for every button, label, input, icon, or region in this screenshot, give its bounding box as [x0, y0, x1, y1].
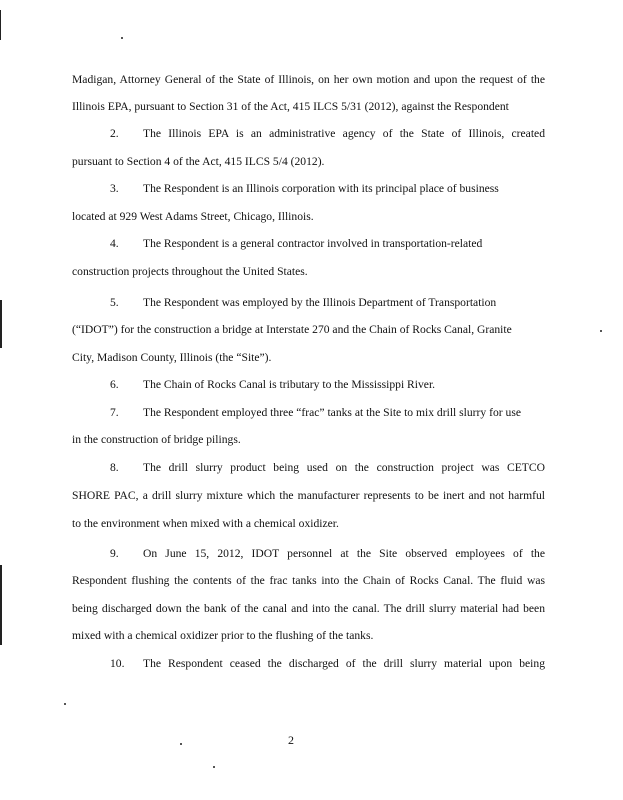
- scan-speck: [180, 743, 182, 745]
- text-line: The Respondent employed three “frac” tanks at the Site to mix drill slurry for use: [143, 406, 521, 419]
- text-line: being discharged down the bank of the canal and into the canal. The drill slurry material had been: [72, 602, 545, 615]
- text-line: The Respondent is a general contractor involved in transportation-related: [143, 237, 483, 250]
- text-line: On June 15, 2012, IDOT personnel at the Site observed employees of the: [143, 547, 545, 560]
- text-line: in the construction of bridge pilings.: [72, 433, 241, 446]
- scan-edge-mark: [0, 565, 2, 645]
- scan-speck: [600, 330, 602, 332]
- scan-edge-mark: [0, 10, 1, 40]
- text-line: The drill slurry product being used on the construction project was CETCO: [143, 461, 545, 474]
- text-line: (“IDOT”) for the construction a bridge at Interstate 270 and the Chain of Rocks Canal, Granite: [72, 323, 512, 336]
- scan-edge-mark: [0, 300, 2, 348]
- text-line: Respondent flushing the contents of the frac tanks into the Chain of Rocks Canal. The fluid was: [72, 574, 545, 587]
- paragraph-number: 5.: [110, 296, 119, 309]
- text-line: Madigan, Attorney General of the State of Illinois, on her own motion and upon the request of the: [72, 73, 545, 86]
- text-line: mixed with a chemical oxidizer prior to the flushing of the tanks.: [72, 629, 374, 642]
- text-line: construction projects throughout the United States.: [72, 265, 308, 278]
- paragraph-number: 6.: [110, 378, 119, 391]
- paragraph-number: 10.: [110, 657, 125, 670]
- text-line: located at 929 West Adams Street, Chicago, Illinois.: [72, 210, 314, 223]
- scan-speck: [64, 703, 66, 705]
- text-line: to the environment when mixed with a chemical oxidizer.: [72, 517, 339, 530]
- scan-speck: [213, 766, 215, 768]
- text-line: The Respondent was employed by the Illinois Department of Transportation: [143, 296, 497, 309]
- text-line: The Chain of Rocks Canal is tributary to the Mississippi River.: [143, 378, 436, 391]
- text-line: The Respondent ceased the discharged of the drill slurry material upon being: [143, 657, 545, 670]
- text-line: pursuant to Section 4 of the Act, 415 ILCS 5/4 (2012).: [72, 155, 325, 168]
- paragraph-number: 4.: [110, 237, 119, 250]
- paragraph-number: 3.: [110, 182, 119, 195]
- paragraph-number: 9.: [110, 547, 119, 560]
- text-line: SHORE PAC, a drill slurry mixture which the manufacturer represents to be inert and not harmful: [72, 489, 545, 502]
- text-line: The Respondent is an Illinois corporation with its principal place of business: [143, 182, 499, 195]
- text-line: City, Madison County, Illinois (the “Site”).: [72, 351, 272, 364]
- paragraph-number: 2.: [110, 127, 119, 140]
- paragraph-number: 8.: [110, 461, 119, 474]
- text-line: The Illinois EPA is an administrative agency of the State of Illinois, created: [143, 127, 545, 140]
- text-line: Illinois EPA, pursuant to Section 31 of the Act, 415 ILCS 5/31 (2012), against the Respondent: [72, 100, 509, 113]
- scan-speck: [121, 37, 123, 39]
- page-number: 2: [288, 733, 294, 747]
- paragraph-number: 7.: [110, 406, 119, 419]
